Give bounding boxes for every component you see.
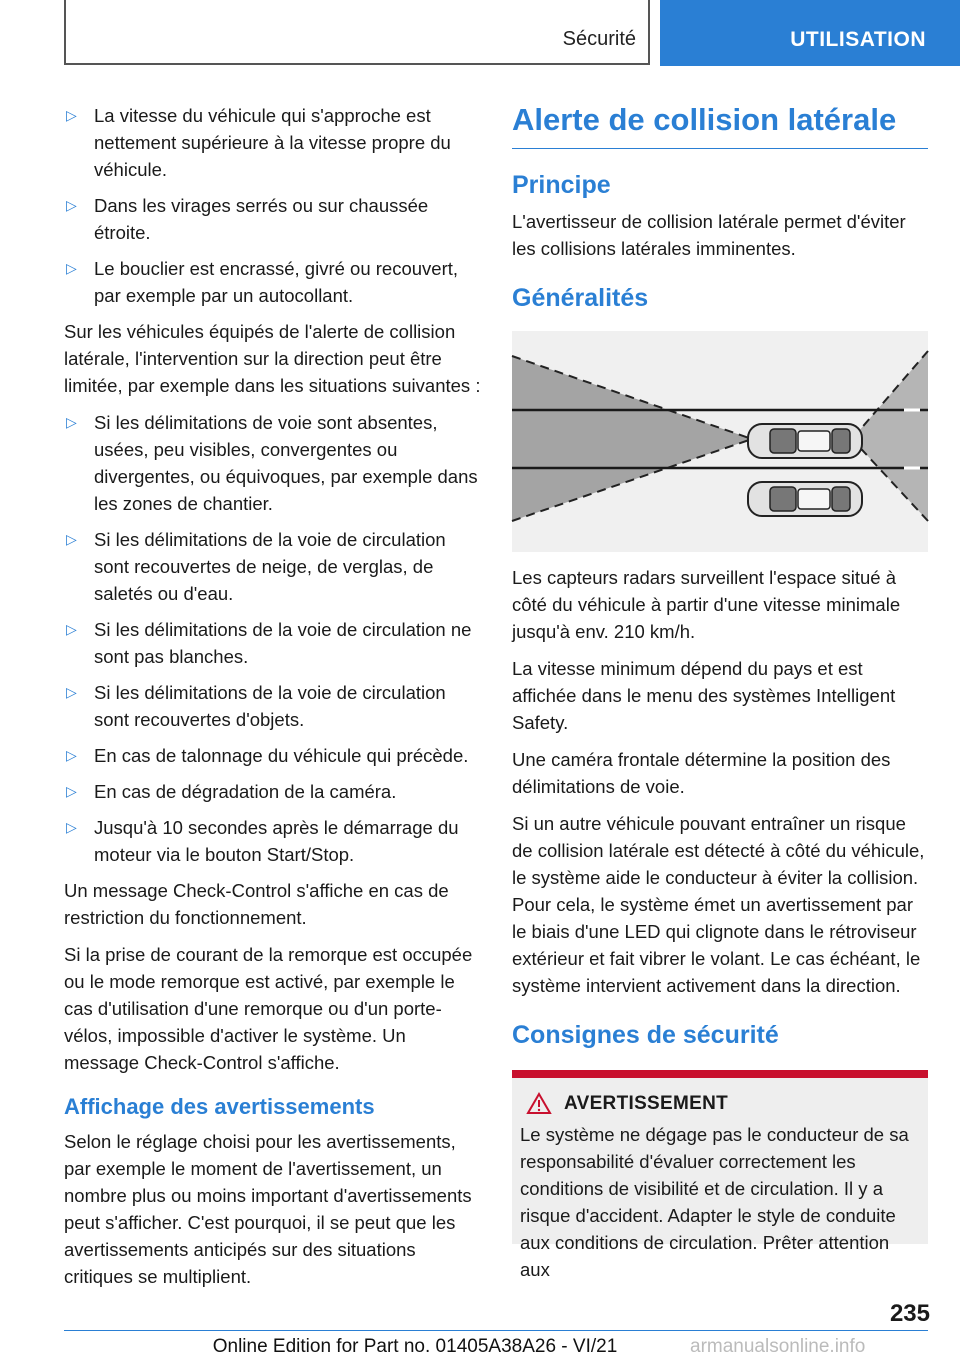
header-frame-bottom	[64, 63, 650, 65]
triangle-bullet-icon: ▷	[66, 684, 77, 700]
triangle-bullet-icon: ▷	[66, 107, 77, 123]
list-item: ▷ Jusqu'à 10 secondes après le démarrage du moteur via le bouton Start/Stop.	[64, 814, 484, 868]
paragraph: Les capteurs radars surveillent l'espace situé à côté du véhicule à partir d'une vitesse minimale jusqu'à env. 210 km/h.	[512, 567, 901, 642]
triangle-bullet-icon: ▷	[66, 621, 77, 637]
warning-bar	[512, 1070, 928, 1078]
warning-title: AVERTISSEMENT	[564, 1092, 729, 1114]
heading-consignes: Consignes de sécurité	[512, 1021, 779, 1049]
paragraph: Si la prise de courant de la remorque est occupée ou le mode remorque est activé, par exemple le cas d'utilisation d'une remorque ou d'un porte-vélos, impossible d'activer le système. Un message Check-Control s'affiche.	[64, 944, 473, 1073]
triangle-bullet-icon: ▷	[66, 747, 77, 763]
list-item: ▷ En cas de talonnage du véhicule qui précède.	[64, 742, 484, 769]
footer-watermark: armanualsonline.info	[690, 1336, 866, 1357]
list-item: ▷ Si les délimitations de la voie de circulation sont recouvertes d'objets.	[64, 679, 484, 733]
left-column	[64, 102, 484, 1300]
list-item: ▷ La vitesse du véhicule qui s'approche est nettement supérieure à la vitesse propre du véhicule.	[64, 102, 484, 183]
triangle-bullet-icon: ▷	[66, 531, 77, 547]
subheading-warnings-display: Affichage des avertissements	[64, 1094, 375, 1119]
right-column	[512, 102, 928, 1280]
triangle-bullet-icon: ▷	[66, 414, 77, 430]
paragraph: L'avertisseur de collision latérale permet d'éviter les collisions latérales imminentes.	[512, 211, 906, 259]
warning-text: Le système ne dégage pas le conducteur de sa responsabilité d'évaluer correctement les conditions de visibilité et de circulation. Il y a risque d'accident. Adapter le style de conduite aux conditions de circulation. Prêter attention aux	[520, 1124, 909, 1280]
page-title: Alerte de collision latérale	[512, 102, 928, 149]
paragraph: Une caméra frontale détermine la position des délimitations de voie.	[512, 749, 891, 797]
footer-edition: Online Edition for Part no. 01405A38A26 - VI/21	[212, 1336, 618, 1357]
list-item: ▷ Le bouclier est encrassé, givré ou recouvert, par exemple par un autocollant.	[64, 255, 484, 309]
list-item: ▷ Si les délimitations de la voie de circulation ne sont pas blanches.	[64, 616, 484, 670]
list-item: ▷ Si les délimitations de la voie de circulation sont recouvertes de neige, de verglas, de saletés ou d'eau.	[64, 526, 484, 607]
car-icon	[748, 424, 862, 458]
header-frame-right	[648, 0, 650, 64]
header-chapter-tab: UTILISATION	[660, 0, 960, 66]
triangle-bullet-icon: ▷	[66, 783, 77, 799]
triangle-bullet-icon: ▷	[66, 819, 77, 835]
paragraph: Si un autre véhicule pouvant entraîner un risque de collision latérale est détecté à côté du véhicule, le système aide le conducteur à éviter la collision. Pour cela, le système émet un avertissement par le biais d'une LED qui clignote dans le rétroviseur extérieur et fait vibrer le volant. Le cas échéant, le système intervient activement dans la direction.	[512, 813, 925, 996]
warning-box	[512, 1078, 928, 1280]
warning-triangle-icon	[526, 1092, 552, 1115]
paragraph: Un message Check-Control s'affiche en cas de restriction du fonctionnement.	[64, 880, 449, 928]
paragraph: Selon le réglage choisi pour les avertissements, par exemple le moment de l'avertissement, un nombre plus ou moins important d'avertissements peut s'afficher. C'est pourquoi, il se peut que les avertissements anticipés sur des situations critiques se multiplient.	[64, 1131, 472, 1287]
warning-header	[526, 1092, 920, 1115]
bullet-list-conditions	[64, 102, 484, 309]
car-icon	[748, 482, 862, 516]
page-number: 235	[889, 1300, 930, 1327]
rear-radar-zone	[512, 356, 752, 521]
paragraph: La vitesse minimum dépend du pays et est affichée dans le menu des systèmes Intelligent Safety.	[512, 658, 896, 733]
header-frame-left	[64, 0, 66, 64]
footer-divider	[64, 1330, 928, 1331]
paragraph: Sur les véhicules équipés de l'alerte de collision latérale, l'intervention sur la direction peut être limitée, par exemple dans les situations suivantes :	[64, 321, 481, 396]
list-item: ▷ En cas de dégradation de la caméra.	[64, 778, 484, 805]
header-section-label: Sécurité	[562, 28, 636, 50]
heading-generalites: Généralités	[512, 284, 649, 312]
front-radar-zone	[852, 351, 928, 521]
triangle-bullet-icon: ▷	[66, 260, 77, 276]
heading-principe: Principe	[512, 171, 611, 199]
list-item: ▷ Dans les virages serrés ou sur chaussée étroite.	[64, 192, 484, 246]
bullet-list-limitations	[64, 409, 484, 868]
list-item: ▷ Si les délimitations de voie sont absentes, usées, peu visibles, convergentes ou divergentes, ou équivoques, par exemple dans les zones de chantier.	[64, 409, 484, 517]
lane-radar-diagram	[512, 331, 928, 552]
triangle-bullet-icon: ▷	[66, 197, 77, 213]
